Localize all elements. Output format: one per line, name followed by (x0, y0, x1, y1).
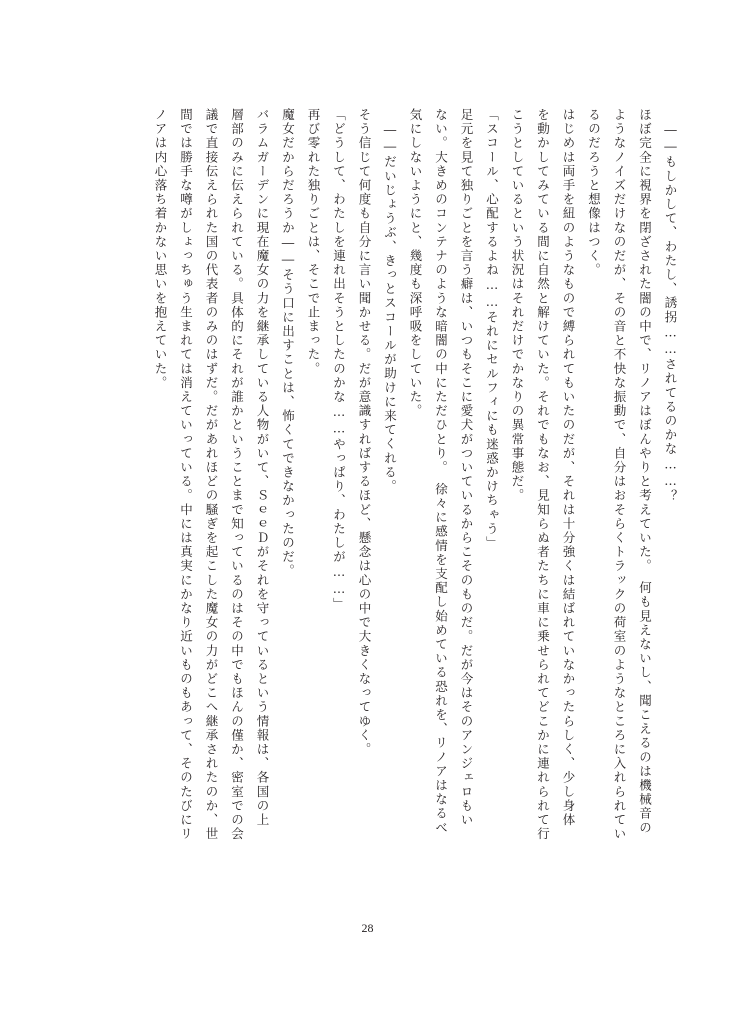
text-line: 層部のみに伝えられている。具体的にそれが誰かということまで知っているのはその中でもほんの僅か、密室での会 (229, 108, 245, 842)
text-line: 気にしないようにと、幾度も深呼吸をしていた。 (408, 108, 423, 419)
text-line: 間では勝手な噂がしょっちゅう生まれては消えていっている。中には真実にかなり近いものもあって、そのたびにリ (178, 108, 194, 842)
text-line: ない。大きめのコンテナのような暗闇の中にただひとり。 徐々に感情を支配し始めている恐れを、リノアはなるべ (433, 108, 449, 835)
text-line: 足元を見て独りごとを言う癖は、いつもそこに愛犬がついているからこそのものだ。だが今はそのアンジェロもい (459, 108, 474, 828)
text-line: ようなノイズだけなのだが、その音と不快な振動で、自分はおそらくトラックの荷室のようなところに入れられてい (612, 108, 627, 842)
text-line: ノアは内心落ち着かない思いを抱えていた。 (153, 108, 168, 390)
text-line: 議で直接伝えられた国の代表者のみのはずだ。だがあれほどの騒ぎを起こした魔女の力がどこへ継承されたのか、世 (204, 108, 219, 842)
vertical-text-body (60, 108, 683, 898)
text-line: 「どうして、わたしを連れ出そうとしたのかな……やっぱり、わたしが……」 (331, 108, 347, 612)
text-line: 魔女だからだろうか――そう口に出すことは、怖くてできなかったのだ。 (280, 108, 296, 579)
text-line: 「スコール、心配するよね……それにセルフィにも迷惑かけちゃう」 (484, 108, 500, 551)
text-line: ――だいじょうぶ、きっとスコールが助けに来てくれる。 (382, 122, 398, 494)
text-line: を動かしてみている間に自然と解けていた。それでもなお、見知らぬ者たちに車に乗せられてどこかに連れられて行 (535, 108, 551, 842)
text-line: はじめは両手を紐のようなもので縛られてもいたのだが、それは十分強くは結ばれていなかったらしく、少し身体 (561, 108, 576, 828)
text-line: こうとしているという状況はそれだけでかなりの異常事態だ。 (510, 108, 525, 503)
text-line: ほぼ完全に視界を閉ざされた闇の中で、リノアはぼんやりと考えていた。 何も見えないし、聞こえるのは機械音の (637, 108, 653, 835)
text-line: そう信じて何度も自分に言い聞かせる。だが意識すればするほど、懸念は心の中で大きくなってゆく。 (357, 108, 372, 757)
text-line: るのだろうと想像はつく。 (586, 108, 602, 278)
text-line: バラムガーデンに現在魔女の力を継承している人物がいて、ＳｅｅＤがそれを守っているという情報は、各国の上 (255, 108, 270, 828)
text-line: ――もしかして、わたし、誘拐……されてるのかな……？ (663, 122, 678, 504)
text-line: 再び零れた独りごとは、そこで止まった。 (306, 108, 321, 376)
page-number: 28 (361, 921, 374, 935)
